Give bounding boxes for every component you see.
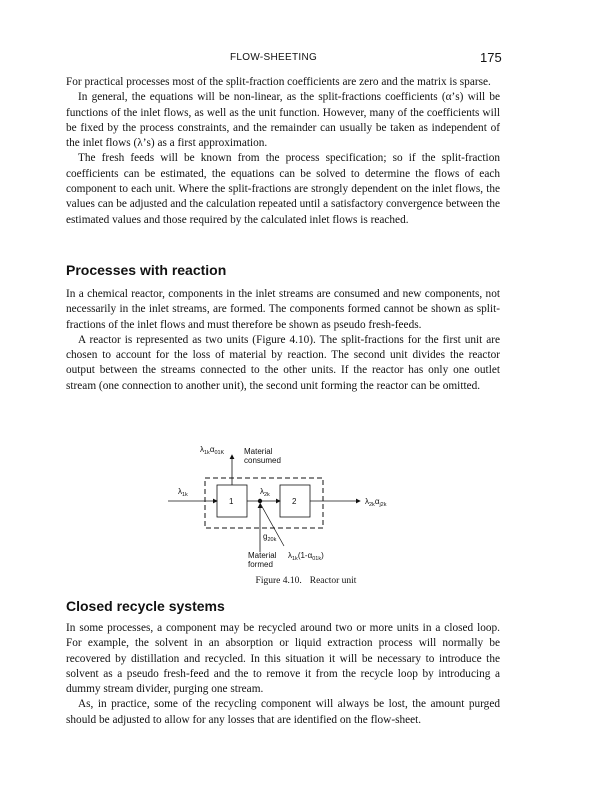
running-title: FLOW-SHEETING [230,52,318,63]
intro-text [66,75,500,228]
reactor-unit-figure [160,440,460,580]
paragraph: A reactor is represented as two units (Figure 4.10). The split-fractions for the first unit are chosen to account for the loss of material by reaction. The second unit divides the reactor output between the streams connected to the other units. If the reactor has only one outlet stream (one connection to another unit), the second unit forming the reactor can be omitted. [66,333,500,392]
inlet-stream-label: $\lambda_{1k}$ [178,487,188,498]
section-heading-reaction: Processes with reaction [66,262,227,278]
material-consumed-line2: consumed [244,456,281,465]
reaction-text [66,287,500,394]
fresh-feed-label: $g_{20k}$ [263,532,277,543]
reactor-diagram [160,440,460,580]
unit-1-label: 1 [229,497,234,506]
paragraph: For practical processes most of the split-fraction coefficients are zero and the matrix is sparse. [66,76,491,88]
outlet-stream-label: $\lambda_{2k}\alpha_{j2k}$ [365,497,387,508]
section-heading-recycle: Closed recycle systems [66,598,225,614]
caption-text: Reactor unit [309,576,357,586]
material-formed-line1: Material [248,551,277,560]
junction-dot [258,499,262,503]
page-number: 175 [480,50,502,65]
consumed-stream-label: $\lambda_{1k}\alpha_{01K}$ [200,445,225,456]
figure-caption [0,576,612,586]
recycle-text [66,621,500,728]
caption-label: Figure 4.10. [255,576,302,586]
connecting-stream-label: $\lambda_{2k}$ [260,487,270,498]
paragraph: In a chemical reactor, components in the inlet streams are consumed and new components, not necessarily in the inlet streams, are formed. The components formed cannot be shown as split-fractions of the inlet flows and must therefore be shown as pseudo fresh-feeds. [66,288,500,331]
material-consumed-line1: Material [244,447,273,456]
paragraph: In general, the equations will be non-linear, as the split-fractions coefficients (α’s) will be functions of the inlet flows, as well as the unit function. However, many of the coefficients will be fixed by the process constraints, and the remainder can usually be taken as independent of the inlet flows (λ’s) as a first approximation. [66,91,500,150]
material-formed-line2: formed [248,560,273,569]
paragraph: As, in practice, some of the recycling component will always be lost, the amount purged should be adjusted to allow for any losses that are identified on the flow-sheet. [66,698,500,726]
unit-2-label: 2 [292,497,297,506]
paragraph: In some processes, a component may be recycled around two or more units in a closed loop. For example, the solvent in an absorption or liquid extraction process will normally be recovered by distillation and recycled. In this situation it will be necessary to introduce the solvent as a pseudo fresh-feed and the to remove it from the recycle loop by introducing a dummy stream divider, purging one stream. [66,622,500,696]
paragraph: The fresh feeds will be known from the process specification; so if the split-fraction coefficients can be estimated, the equations can be solved to determine the flows of each component to each unit. Where the split-fractions are strongly dependent on the inlet flows, the values can be adjusted and the calculation repeated until a satisfactory convergence between the estimated values and those required by the calculated inlet flows is reached. [66,152,500,226]
diagonal-stream-label: $\lambda_{1k}(1-\alpha_{01k})$ [288,551,324,562]
running-head [0,52,612,68]
